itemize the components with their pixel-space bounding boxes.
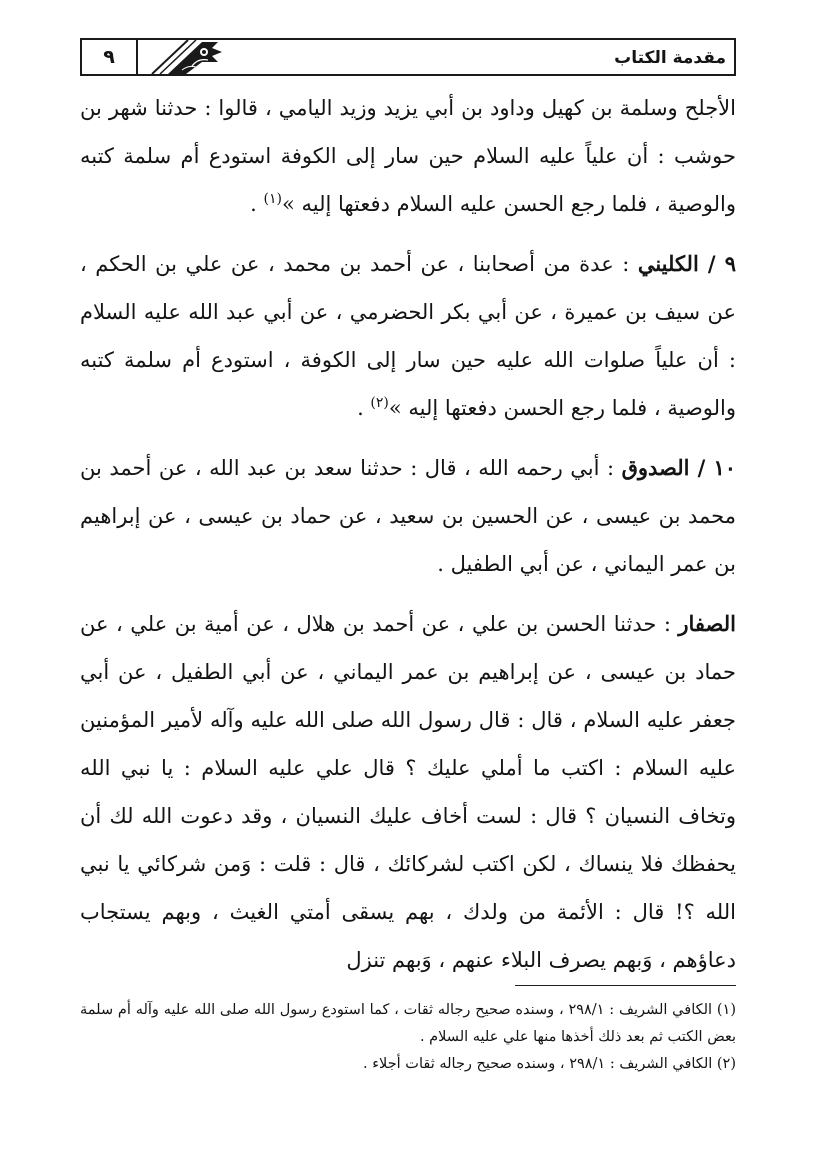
page-number: ٩ (82, 40, 138, 74)
paragraph-4-source: الصفار (678, 611, 736, 636)
paragraph-3-text: : أبي رحمه الله ، قال : حدثنا سعد بن عبد الله ، عن أحمد بن محمد بن عيسى ، عن الحسين بن سعيد ، عن حماد بن عيسى ، عن إبراهيم بن عمر اليماني ، عن أبي الطفيل . (80, 456, 736, 576)
paragraph-4 (80, 600, 736, 984)
paragraph-1-end: . (250, 192, 264, 216)
header-ornament-icon (142, 40, 226, 74)
footnotes (80, 997, 736, 1078)
running-header (80, 38, 736, 76)
footnote-1: (١) الكافي الشريف : ٢٩٨/١ ، وسنده صحيح رجاله ثقات ، كما استودع رسول الله صلى الله عليه وآله أم سلمة بعض الكتب ثم بعد ذلك أخذها منها علي عليه السلام . (80, 1002, 736, 1045)
footnote-ref-2: (٢) (370, 395, 389, 411)
header-title: مقدمة الكتاب (614, 48, 726, 68)
main-text (80, 84, 736, 984)
paragraph-2 (80, 240, 736, 432)
paragraph-1 (80, 84, 736, 228)
paragraph-3 (80, 444, 736, 588)
paragraph-3-source: الصدوق (621, 455, 690, 480)
footnote-divider (515, 985, 736, 986)
paragraph-2-number: ٩ / (698, 251, 736, 276)
footnote-ref-1: (١) (263, 191, 282, 207)
paragraph-2-text: : عدة من أصحابنا ، عن أحمد بن محمد ، عن علي بن الحكم ، عن سيف بن عميرة ، عن أبي بكر الحضرمي ، عن أبي عبد الله عليه السلام : أن علياً صلوات الله عليه حين سار إلى الكوفة ، استودع أم سلمة كتبه والوصية ، فلما رجع الحسن دفعتها إليه » (80, 252, 736, 420)
paragraph-4-text: : حدثنا الحسن بن علي ، عن أحمد بن هلال ، عن أمية بن علي ، عن حماد بن عيسى ، عن إبراهيم بن عمر اليماني ، عن أبي الطفيل ، عن أبي جعفر عليه السلام ، قال : قال رسول الله صلى الله عليه وآله لأمير المؤمنين عليه السلام : اكتب ما أملي عليك ؟ قال علي عليه السلام : يا نبي الله وتخاف النسيان ؟ قال : لست أخاف عليك النسيان ، وقد دعوت الله لك أن يحفظك فلا ينساك ، لكن اكتب لشركائك ، قال : قلت : وَمن شركائي يا نبي الله ؟! قال : الأئمة من ولدك ، بهم يسقى أمتي الغيث ، وبهم يستجاب دعاؤهم ، وَبهم يصرف البلاء عنهم ، وَبهم تنزل (80, 612, 736, 972)
paragraph-1-text: الأجلح وسلمة بن كهيل وداود بن أبي يزيد وزيد اليامي ، قالوا : حدثنا شهر بن حوشب : أن علياً عليه السلام حين سار إلى الكوفة استودع أم سلمة كتبه والوصية ، فلما رجع الحسن عليه السلام دفعتها إليه » (80, 96, 736, 216)
footnote-2: (٢) الكافي الشريف : ٢٩٨/١ ، وسنده صحيح رجاله ثقات أجلاء . (363, 1056, 736, 1072)
paragraph-3-number: ١٠ / (689, 455, 736, 480)
paragraph-2-source: الكليني (637, 251, 699, 276)
paragraph-2-end: . (357, 396, 371, 420)
